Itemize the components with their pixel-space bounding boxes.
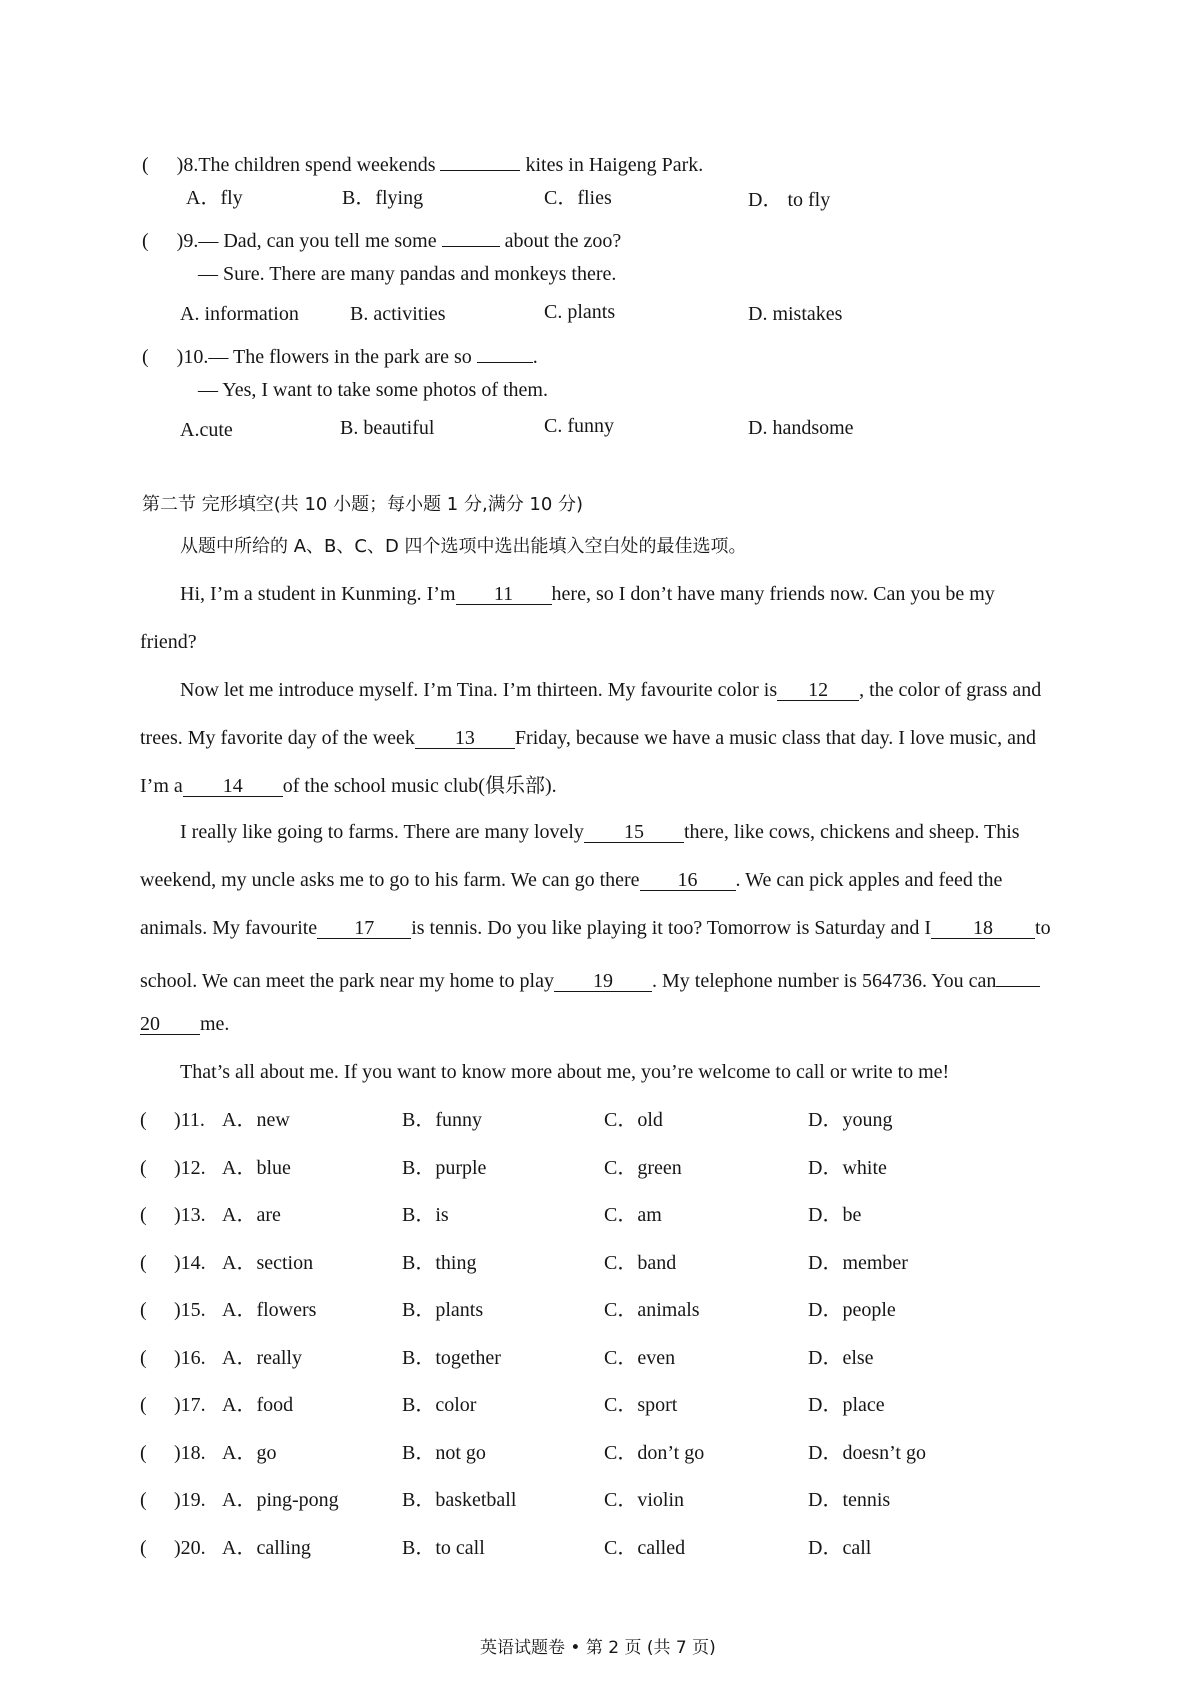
option-c[interactable]: C．violin [604, 1489, 685, 1511]
cloze-blank-14: 14 [183, 776, 283, 797]
cloze-blank-11: 11 [456, 584, 552, 605]
cloze-blank-17: 17 [317, 918, 411, 939]
answer-blank [477, 342, 533, 363]
option-d[interactable]: D．else [808, 1347, 874, 1369]
answer-paren[interactable]: ( [140, 1537, 147, 1559]
option-c[interactable]: C．green [604, 1157, 682, 1179]
option-c[interactable]: C．sport [604, 1394, 678, 1416]
passage-line: animals. My favourite 17 is tennis. Do you like playing it too? Tomorrow is Saturday and I 18 to [140, 917, 1051, 939]
cloze-blank-20: 20 [140, 1014, 200, 1035]
option-b[interactable]: B．color [402, 1394, 477, 1416]
option-d[interactable]: D．doesn’t go [808, 1442, 926, 1464]
option-a[interactable]: A．ping-pong [222, 1489, 339, 1511]
question-stem-end: . [532, 346, 538, 368]
passage-line: I’m a 14 of the school music club(俱乐部). [140, 775, 557, 797]
answer-paren[interactable]: ( [140, 1299, 147, 1321]
option-a[interactable]: A．food [222, 1394, 294, 1416]
question-number: )14. [174, 1252, 206, 1274]
question-9-reply: — Sure. There are many pandas and monkeys there. [198, 263, 617, 285]
option-a[interactable]: A．new [222, 1109, 290, 1131]
question-number: )20. [174, 1537, 206, 1559]
option-c[interactable]: C．am [604, 1204, 662, 1226]
option-b[interactable]: B．funny [402, 1109, 482, 1131]
cloze-blank-16: 16 [640, 870, 736, 891]
question-number: )19. [174, 1489, 206, 1511]
option-b[interactable]: B．not go [402, 1442, 486, 1464]
option-c[interactable]: C．animals [604, 1299, 700, 1321]
option-a[interactable]: A．are [222, 1204, 281, 1226]
option-c[interactable]: C．don’t go [604, 1442, 705, 1464]
option-a[interactable]: A．blue [222, 1157, 291, 1179]
passage-line: school. We can meet the park near my home to play 19 . My telephone number is 564736. You can [140, 966, 1040, 992]
option-b[interactable]: B. beautiful [340, 417, 435, 439]
question-10 [142, 342, 538, 367]
option-d[interactable]: D. mistakes [748, 303, 843, 325]
question-stem: )8.The children spend weekends [176, 154, 436, 176]
cloze-blank-15: 15 [584, 822, 684, 843]
option-d[interactable]: D．call [808, 1537, 872, 1559]
question-number: )11. [174, 1109, 205, 1131]
option-b[interactable]: B．flying [342, 187, 424, 209]
page-footer: 英语试题卷 • 第 2 页 (共 7 页) [480, 1638, 716, 1658]
answer-paren[interactable]: ( [140, 1204, 147, 1226]
question-10-reply: — Yes, I want to take some photos of them. [198, 379, 548, 401]
passage-line: trees. My favorite day of the week 13 Friday, because we have a music class that day. I love music, and [140, 727, 1037, 749]
option-a[interactable]: A.cute [180, 419, 233, 441]
option-a[interactable]: A．calling [222, 1537, 311, 1559]
question-number: )12. [174, 1157, 206, 1179]
option-c[interactable]: C. funny [544, 415, 614, 437]
option-a[interactable]: A．flowers [222, 1299, 317, 1321]
cloze-blank-12: 12 [777, 680, 859, 701]
option-c[interactable]: C．flies [544, 187, 612, 209]
option-b[interactable]: B．together [402, 1347, 501, 1369]
answer-paren[interactable]: ( [140, 1347, 147, 1369]
option-b[interactable]: B．plants [402, 1299, 484, 1321]
option-c[interactable]: C．band [604, 1252, 677, 1274]
option-c[interactable]: C. plants [544, 301, 616, 323]
passage-line: friend? [140, 631, 197, 653]
cloze-blank-19: 19 [554, 971, 652, 992]
option-b[interactable]: B．thing [402, 1252, 477, 1274]
answer-paren[interactable]: ( [140, 1442, 147, 1464]
cloze-blank-18: 18 [931, 918, 1035, 939]
question-stem: )9.— Dad, can you tell me some [176, 230, 437, 252]
option-a[interactable]: A．go [222, 1442, 277, 1464]
option-c[interactable]: C．called [604, 1537, 686, 1559]
option-b[interactable]: B．purple [402, 1157, 487, 1179]
passage-line: Hi, I’m a student in Kunming. I’m 11 here, so I don’t have many friends now. Can you be my [180, 583, 995, 605]
option-d[interactable]: D. handsome [748, 417, 854, 439]
cloze-blank-13: 13 [415, 728, 515, 749]
answer-paren[interactable]: ( [140, 1394, 147, 1416]
question-number: )16. [174, 1347, 206, 1369]
answer-blank [440, 150, 520, 171]
option-d[interactable]: D．white [808, 1157, 887, 1179]
option-b[interactable]: B．is [402, 1204, 449, 1226]
option-d[interactable]: D．young [808, 1109, 893, 1131]
answer-paren[interactable]: ( [142, 154, 149, 176]
question-number: )15. [174, 1299, 206, 1321]
option-d[interactable]: D．tennis [808, 1489, 891, 1511]
option-c[interactable]: C．even [604, 1347, 676, 1369]
answer-paren[interactable]: ( [140, 1109, 147, 1131]
option-a[interactable]: A．really [222, 1347, 302, 1369]
answer-paren[interactable]: ( [140, 1489, 147, 1511]
option-d[interactable]: D．member [808, 1252, 908, 1274]
question-stem-end: about the zoo? [504, 230, 622, 252]
option-b[interactable]: B．basketball [402, 1489, 517, 1511]
passage-line: 20 me. [140, 1013, 230, 1035]
option-a[interactable]: A．section [222, 1252, 314, 1274]
question-number: )13. [174, 1204, 206, 1226]
question-8 [142, 150, 703, 175]
section-instruction: 从题中所给的 A、B、C、D 四个选项中选出能填入空白处的最佳选项。 [180, 536, 747, 557]
option-d[interactable]: D． to fly [748, 189, 831, 211]
option-d[interactable]: D．place [808, 1394, 885, 1416]
option-d[interactable]: D．be [808, 1204, 862, 1226]
cloze-blank-20-start [996, 966, 1040, 987]
answer-paren[interactable]: ( [142, 346, 149, 368]
question-stem-end: kites in Haigeng Park. [525, 154, 704, 176]
section-heading: 第二节 完形填空(共 10 小题；每小题 1 分,满分 10 分) [142, 494, 584, 515]
passage-line: That’s all about me. If you want to know more about me, you’re welcome to call or write to me! [180, 1061, 950, 1083]
answer-paren[interactable]: ( [140, 1252, 147, 1274]
answer-paren[interactable]: ( [142, 230, 149, 252]
answer-paren[interactable]: ( [140, 1157, 147, 1179]
option-a[interactable]: A．fly [186, 187, 243, 209]
question-number: )18. [174, 1442, 206, 1464]
question-stem: )10.— The flowers in the park are so [176, 346, 472, 368]
passage-line: weekend, my uncle asks me to go to his farm. We can go there 16 . We can pick apples and feed the [140, 869, 1003, 891]
option-b[interactable]: B. activities [350, 303, 446, 325]
question-number: )17. [174, 1394, 206, 1416]
answer-blank [442, 226, 500, 247]
passage-line: Now let me introduce myself. I’m Tina. I’m thirteen. My favourite color is 12 , the color of grass and [180, 679, 1042, 701]
passage-line: I really like going to farms. There are many lovely 15 there, like cows, chickens and sheep. This [180, 821, 1020, 843]
option-b[interactable]: B．to call [402, 1537, 485, 1559]
option-c[interactable]: C．old [604, 1109, 663, 1131]
option-d[interactable]: D．people [808, 1299, 896, 1321]
option-a[interactable]: A. information [180, 303, 299, 325]
question-9 [142, 226, 621, 251]
